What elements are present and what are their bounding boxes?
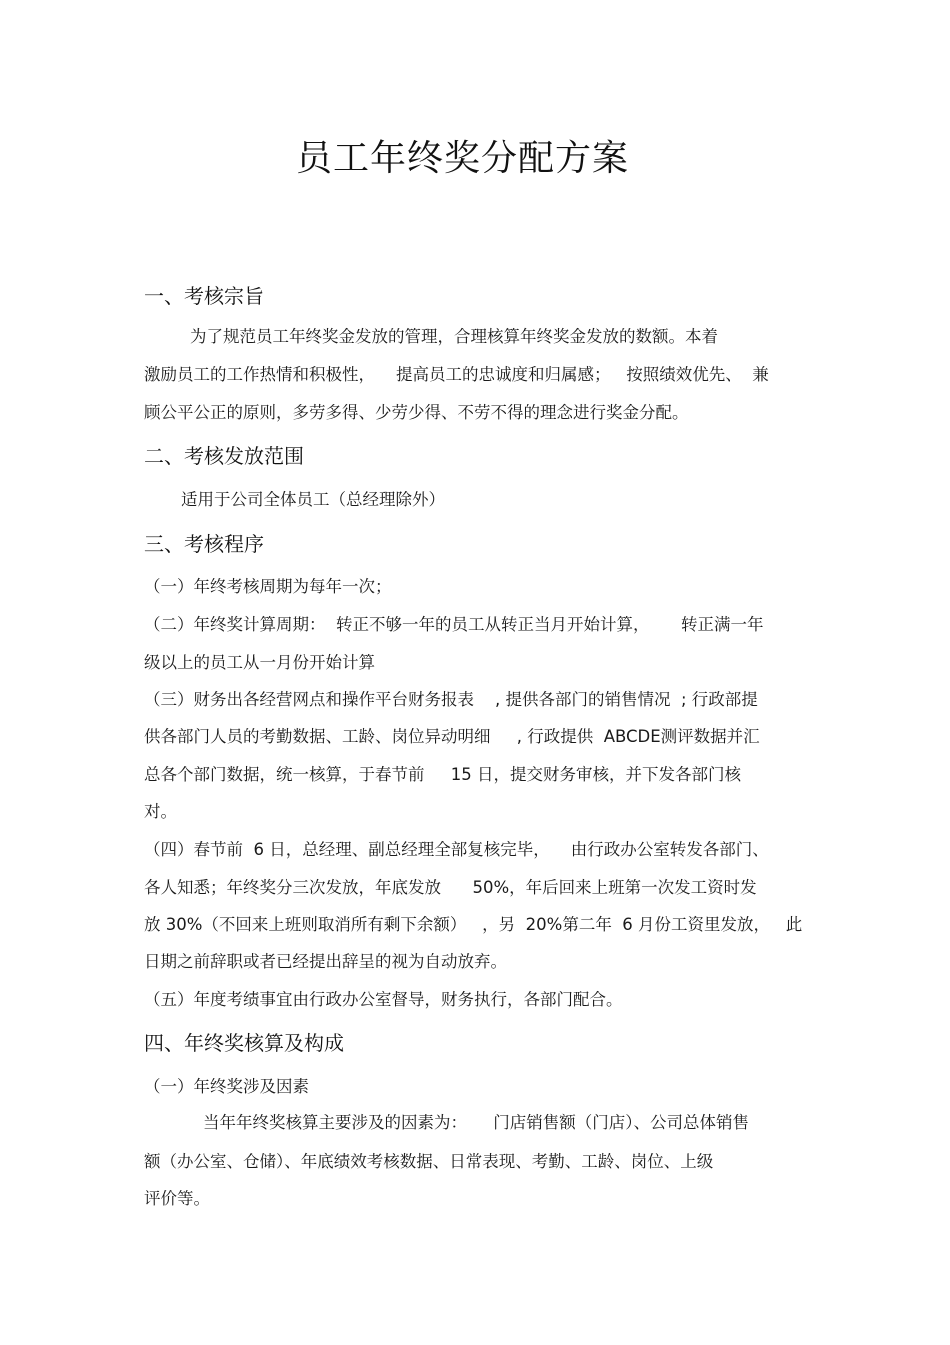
paragraph-line: 放 30%（不回来上班则取消所有剩下余额） ，另 20%第二年 6 月份工资里发放， 此 <box>144 915 803 934</box>
paragraph-line: 级以上的员工从一月份开始计算 <box>144 653 375 672</box>
paragraph-line: 当年年终奖核算主要涉及的因素为： 门店销售额（门店）、公司总体销售 <box>203 1113 749 1132</box>
paragraph-line: （五）年度考绩事宜由行政办公室督导，财务执行，各部门配合。 <box>144 990 623 1009</box>
section-heading: 三、考核程序 <box>144 532 264 556</box>
section-heading: 二、考核发放范围 <box>144 444 304 468</box>
paragraph-line: 额（办公室、仓储）、年底绩效考核数据、日常表现、考勤、工龄、岗位、上级 <box>144 1152 714 1171</box>
paragraph-line: 适用于公司全体员工（总经理除外） <box>181 490 445 509</box>
paragraph-line: 对。 <box>144 802 177 821</box>
paragraph-line: （四）春节前 6 日，总经理、副总经理全部复核完毕， 由行政办公室转发各部门、 <box>144 840 769 859</box>
paragraph-line: 日期之前辞职或者已经提出辞呈的视为自动放弃。 <box>144 952 507 971</box>
section-heading: 四、年终奖核算及构成 <box>144 1031 344 1055</box>
section-heading: 一、考核宗旨 <box>144 284 264 308</box>
paragraph-line: 顾公平公正的原则，多劳多得、少劳少得、不劳不得的理念进行奖金分配。 <box>144 403 689 422</box>
document-title: 员工年终奖分配方案 <box>295 138 629 179</box>
paragraph-line: 激励员工的工作热情和积极性， 提高员工的忠诚度和归属感； 按照绩效优先、 兼 <box>144 365 769 384</box>
paragraph-line: （三）财务出各经营网点和操作平台财务报表 , 提供各部门的销售情况 ; 行政部提 <box>144 690 758 709</box>
paragraph-line: 总各个部门数据，统一核算，于春节前 15 日，提交财务审核，并下发各部门核 <box>144 765 741 784</box>
paragraph-line: （一）年终考核周期为每年一次； <box>144 577 392 596</box>
paragraph-line: （二）年终奖计算周期： 转正不够一年的员工从转正当月开始计算， 转正满一年 <box>144 615 764 634</box>
paragraph-line: 供各部门人员的考勤数据、工龄、岗位异动明细 , 行政提供 ABCDE测评数据并汇 <box>144 727 760 746</box>
paragraph-line: 为了规范员工年终奖金发放的管理，合理核算年终奖金发放的数额。本着 <box>190 327 718 346</box>
subsection-heading: （一）年终奖涉及因素 <box>144 1077 309 1096</box>
paragraph-line: 各人知悉；年终奖分三次发放，年底发放 50%，年后回来上班第一次发工资时发 <box>144 878 757 897</box>
paragraph-line: 评价等。 <box>144 1189 210 1208</box>
